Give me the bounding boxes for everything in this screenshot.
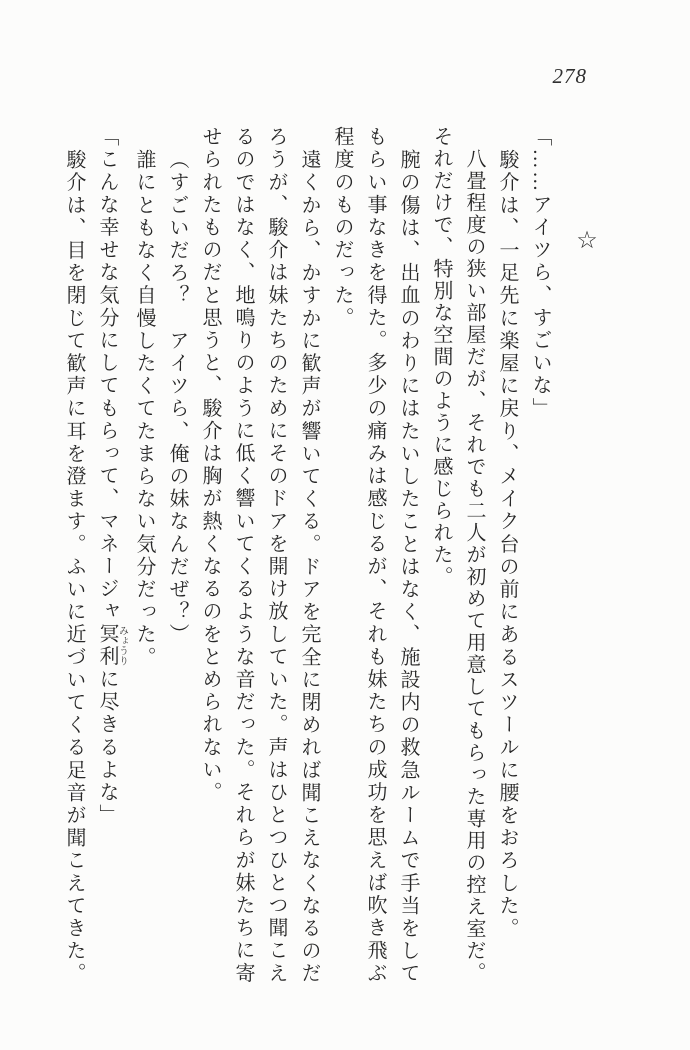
- page-number: 278: [552, 64, 587, 88]
- dialogue-line-1: 「……アイツら、すごいな」: [529, 126, 551, 420]
- ruby-meiri: [96, 623, 128, 669]
- dialogue-line-2: [90, 126, 127, 988]
- ruby-furigana-text: みょうり: [116, 623, 128, 669]
- dialogue-2-pre: 「こんな幸せな気分にしてもらって、マネージャ: [96, 126, 118, 624]
- section-divider-star: ☆: [573, 226, 599, 254]
- paragraph-distant-cheers: 遠くから、かすかに歓声が響いてくる。ドアを完全に閉めれば聞こえなくなるのだろうが、駿介は妹たちのためにそのドアを開け放していた。声はひとつひとつ聞こえるのではなく、地鳴りのように低く響いてくるような音だった。それらが妹たちに寄せられたものだと思うと、駿介は胸が熱くなるのをとめられない。: [199, 126, 320, 985]
- paragraph-footsteps: 駿介は、目を閉じて歓声に耳を澄ます。ふいに近づいてくる足音が聞こえてきた。: [63, 148, 85, 985]
- ruby-base-text: 冥利: [96, 623, 118, 669]
- thought-line: （すごいだろ？ アイツら、俺の妹なんだぜ？）: [166, 148, 188, 646]
- paragraph-dressing-room: 駿介は、一足先に楽屋に戻り、メイク台の前にあるスツールに腰をおろした。: [496, 148, 518, 940]
- paragraph-arm-wound: 腕の傷は、出血のわりにはたいしたことはなく、施設内の救急ルームで手当をしてもらい事なきを得た。多少の痛みは感じるが、それも妹たちの成功を思えば吹き飛ぶ程度のものだった。: [331, 126, 419, 985]
- paragraph-proud-feeling: 誰にともなく自慢したくてたまらない気分だった。: [133, 148, 155, 669]
- paragraph-private-room: 八畳程度の狭い部屋だが、それでも二人が初めて用意してもらった専用の控え室だ。それだけで、特別な空間のように感じられた。: [430, 126, 485, 984]
- vertical-text-block: [57, 126, 602, 988]
- dialogue-2-post: に尽きるよな」: [96, 668, 118, 827]
